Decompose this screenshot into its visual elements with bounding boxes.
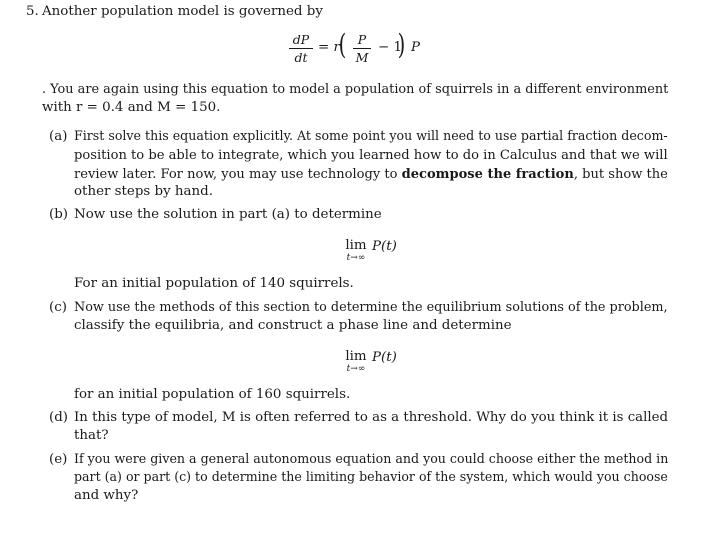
equals-r: = r [318,40,340,55]
part-b-lim-op: lim [345,238,367,253]
part-d-line-1: In this type of model, M is often referred to as a threshold. Why do you think it is called [74,410,669,425]
part-a-bold-phrase: decompose the fraction [401,166,574,182]
part-a-line-3 [74,165,668,184]
part-b-lim-expr-text: P(t) [372,239,397,254]
part-a-line-1: First solve this equation explicitly. At some point you will need to use partial fraction decom- [74,129,668,144]
problem-intro: Another population model is governed by [42,4,323,19]
trailing-p: P [411,40,421,55]
part-c-label: (c) [49,300,67,315]
inner-denominator: M [355,50,369,65]
part-c-limit [340,350,372,374]
part-a-line-2: position to be able to integrate, which you learned how to do in Calculus and that we will [74,148,668,163]
part-d-line-2: that? [74,428,109,443]
right-paren: ) [397,28,406,61]
part-b-label: (b) [49,207,69,222]
part-a-line-3-post: , but show the [573,167,668,182]
context-line-2: with r = 0.4 and M = 150. [42,100,221,115]
part-c-lim-sub: t→∞ [346,364,366,374]
left-paren: ( [338,28,347,61]
part-a-label: (a) [49,129,68,144]
problem-number: 5. [26,4,39,19]
part-b-lim-sub: t→∞ [346,253,366,263]
part-e-line-2: part (a) or part (c) to determine the limiting behavior of the system, which would you choose [74,470,668,485]
part-a-line-3-pre: review later. For now, you may use technology to [74,167,398,182]
part-b-after: For an initial population of 140 squirrels. [74,276,354,291]
part-d-label: (d) [49,410,69,425]
part-e-line-1: If you were given a general autonomous equation and you could choose either the method in [74,452,669,467]
part-b-lim-expr [372,238,397,256]
context-line-1: . You are again using this equation to model a population of squirrels in a different environment [42,82,669,97]
part-c-line-2: classify the equilibria, and construct a phase line and determine [74,318,512,333]
part-c-line-1: Now use the methods of this section to determine the equilibrium solutions of the problem, [74,300,668,315]
part-c-lim-expr [372,349,397,367]
minus-one: − 1 [378,40,402,55]
part-b-limit [340,239,372,263]
lhs-fraction-bar [289,48,313,49]
part-c-lim-expr-text: P(t) [372,350,397,365]
lhs-denominator: dt [294,50,308,65]
inner-numerator: P [357,32,367,47]
part-e-label: (e) [49,452,68,467]
lhs-numerator: dP [292,32,310,47]
inner-fraction-bar [353,48,371,49]
part-a-line-4: other steps by hand. [74,184,213,199]
part-b-line-1: Now use the solution in part (a) to determine [74,207,382,222]
part-c-after: for an initial population of 160 squirrels. [74,387,351,402]
part-c-lim-op: lim [345,349,367,364]
part-e-line-3: and why? [74,488,139,503]
